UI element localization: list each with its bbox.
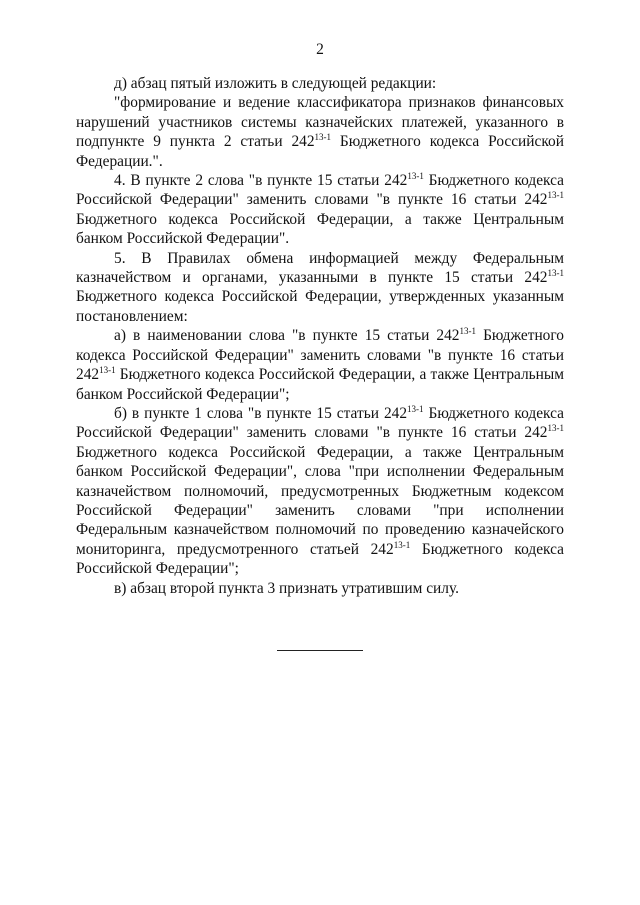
article-superscript: 13-1 (407, 171, 424, 182)
paragraph-item-5: 5. В Правилах обмена информацией между Федеральным казначейством и органами, указанными в пункте 15 статьи 242$^{13-1}$ Бюджетного кодекса Российской Федерации, утвержденных указанным постановлением: (76, 249, 564, 325)
page-number: 2 (316, 41, 324, 58)
paragraph-item-4: 4. В пункте 2 слова "в пункте 15 статьи 242$^{13-1}$ Бюджетного кодекса Российской Федерации" заменить словами "в пункте 16 статьи 242$^{13-1}$ Бюджетного кодекса Российской Федерации, а также Центральным банком Российской Федерации". (76, 171, 564, 248)
article-superscript: 13-1 (393, 539, 411, 550)
paragraph-subitem-d: д) абзац пятый изложить в следующей редакции: (114, 75, 437, 92)
article-superscript: 13-1 (547, 190, 564, 201)
article-superscript: 13-1 (459, 326, 476, 337)
paragraph-subitem-v: в) абзац второй пункта 3 признать утратившим силу. (114, 579, 459, 597)
paragraph-subitem-b: б) в пункте 1 слова "в пункте 15 статьи 242$^{13-1}$ Бюджетного кодекса Российской Федерации" заменить словами "в пункте 16 статьи 242$^{13-1}$ Бюджетного кодекса Российской Федерации, а также Центральным банком Российской Федерации", слова "при исполнении Федеральным казначейством полномочий, предусмотренных Бюджетным кодексом Российской Федерации" заменить словами "при исполнении Федеральным казначейством полномочий по проведению казначейского мониторинга, предусмотренного статьей 242$^{13-1}$ Бюджетного кодекса Российской Федерации"; (76, 403, 564, 578)
document-body (76, 74, 564, 598)
article-superscript: 13-1 (99, 365, 116, 376)
article-superscript: 13-1 (547, 423, 564, 434)
article-superscript: 13-1 (314, 132, 332, 143)
paragraph-quoted-text: "формирование и ведение классификатора признаков финансовых нарушений участников системы казначейских платежей, указанного в подпункте 9 пункта 2 статьи 242$^{13-1}$ Бюджетного кодекса Российской Федерации.". (76, 94, 564, 170)
article-superscript: 13-1 (547, 268, 564, 279)
article-superscript: 13-1 (407, 403, 424, 414)
end-separator-line (277, 650, 363, 651)
paragraph-subitem-a: а) в наименовании слова "в пункте 15 статьи 242$^{13-1}$ Бюджетного кодекса Российской Федерации" заменить словами "в пункте 16 статьи 242$^{13-1}$ Бюджетного кодекса Российской Федерации, а также Центральным банком Российской Федерации"; (76, 326, 564, 403)
